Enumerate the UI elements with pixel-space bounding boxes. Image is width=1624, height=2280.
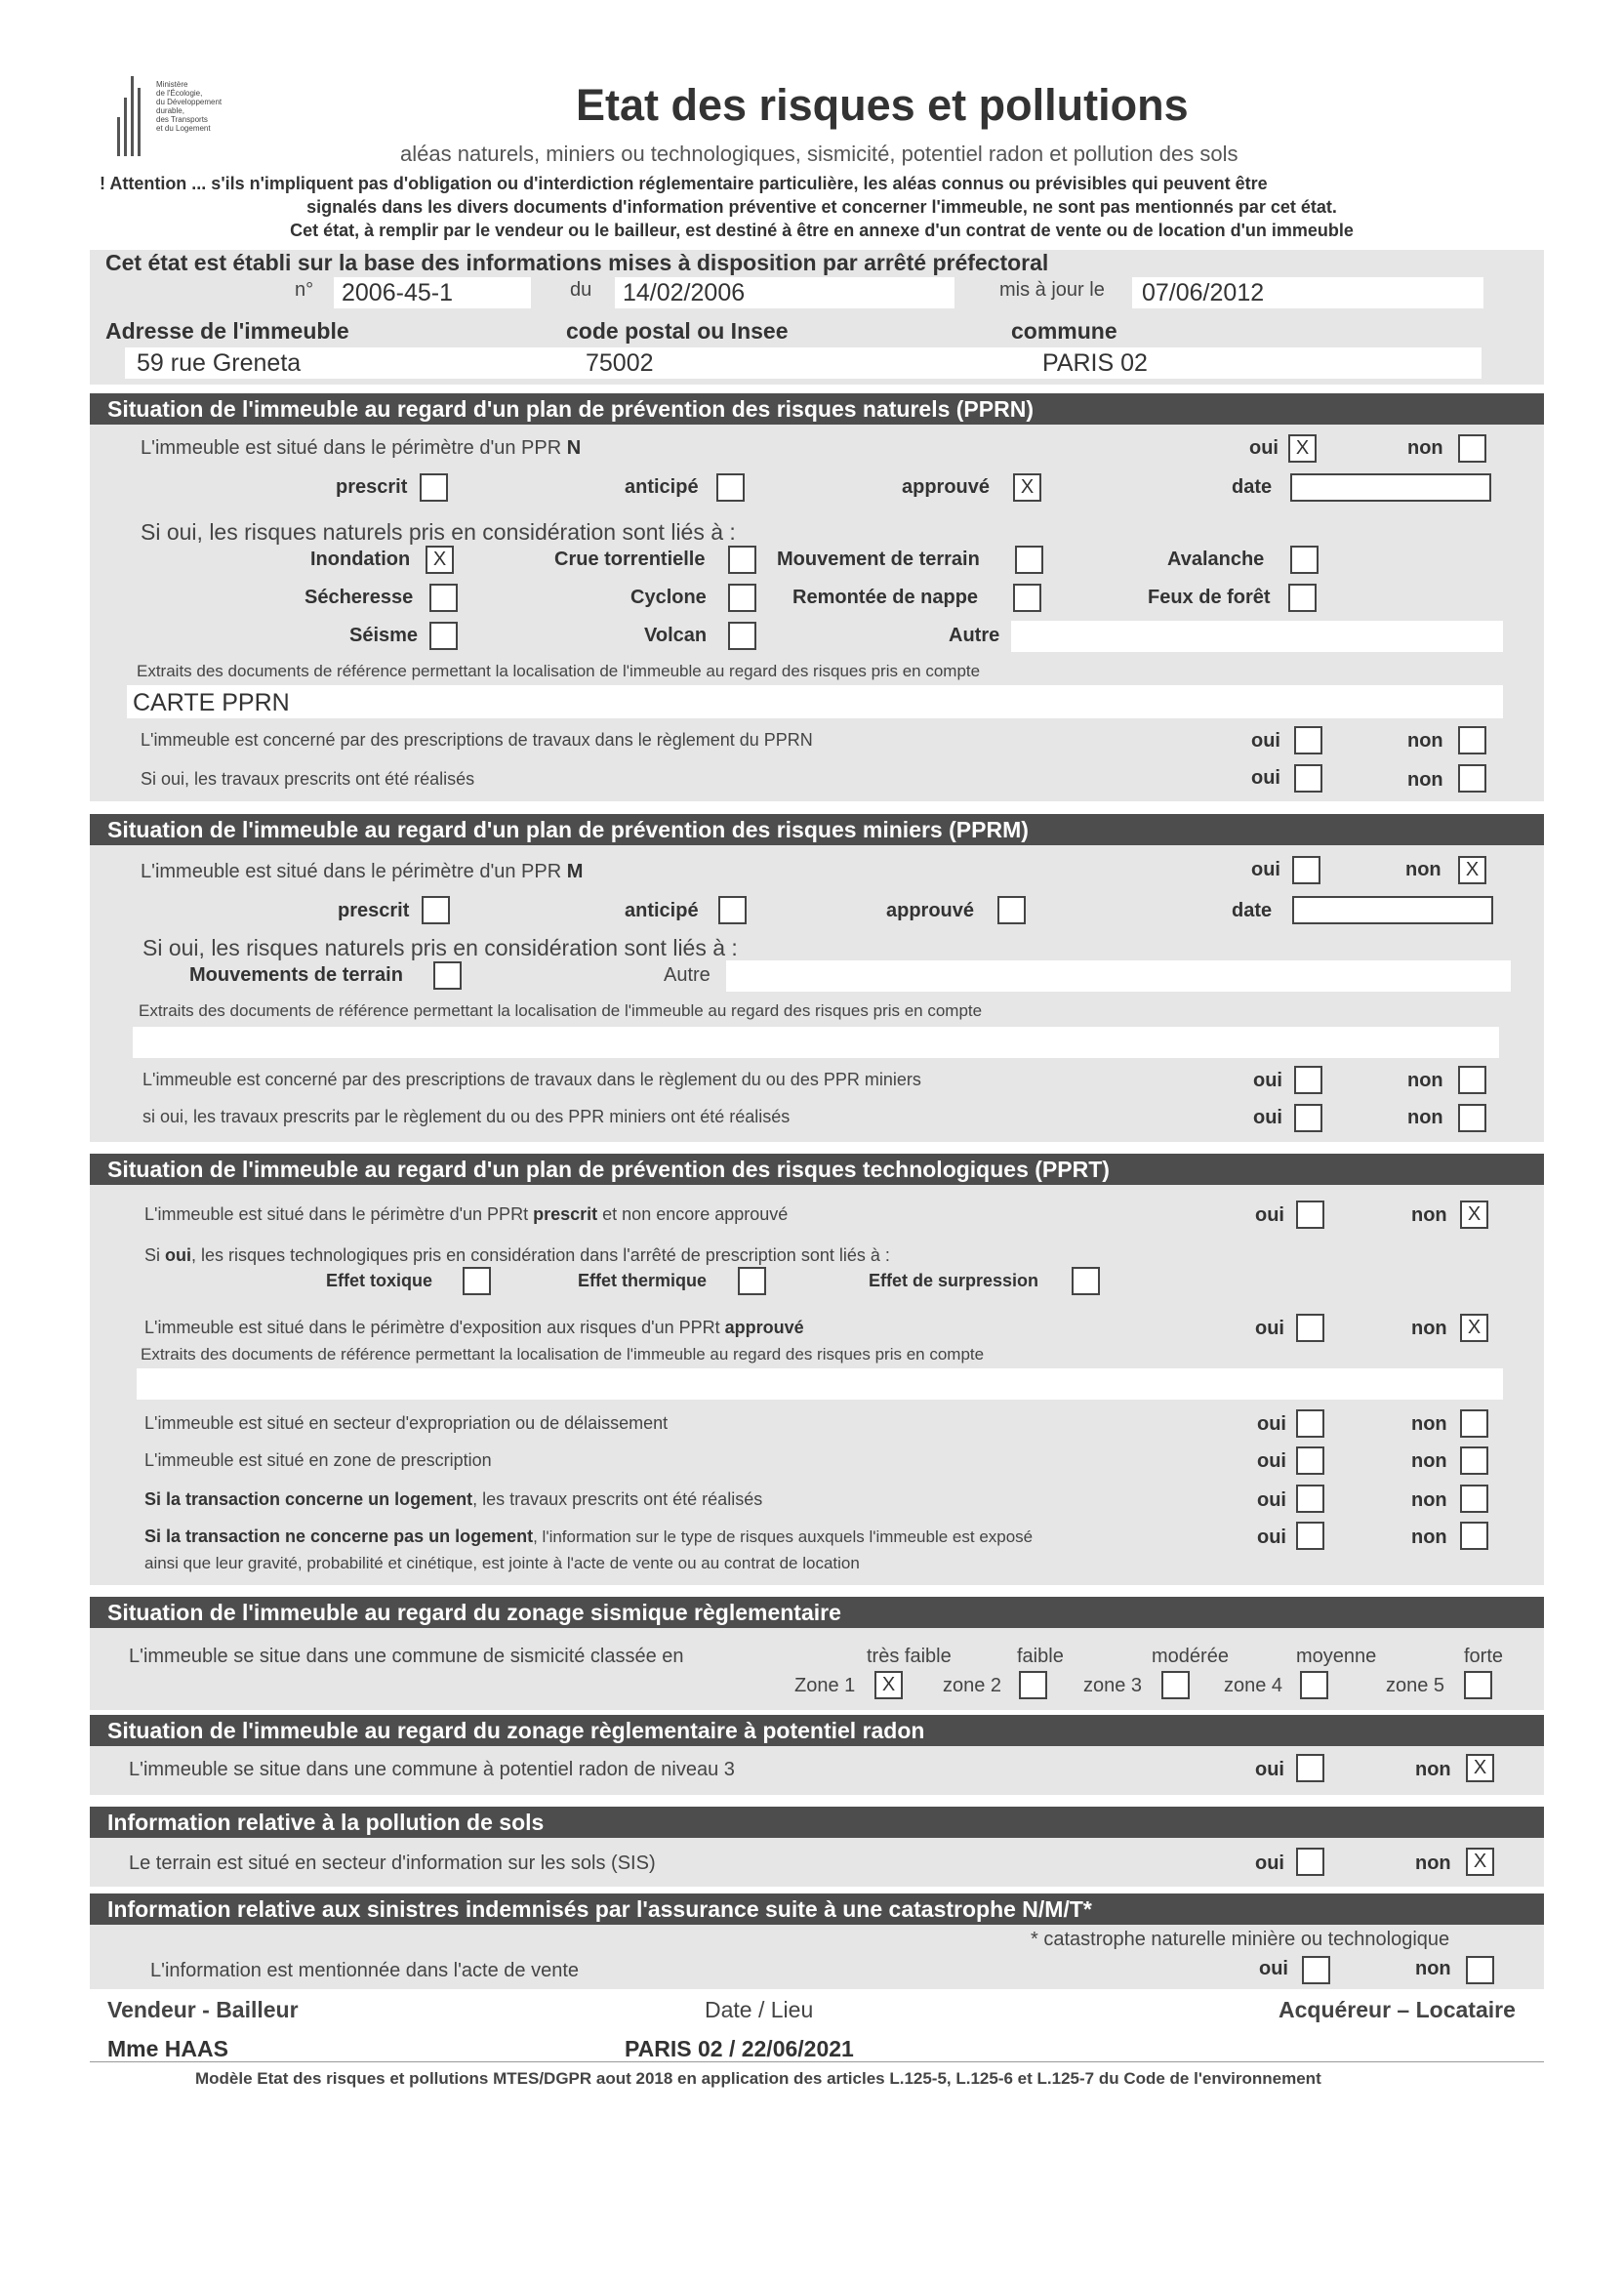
- pprn-extraits-value: CARTE PPRN: [133, 689, 290, 716]
- sismique-text: L'immeuble se situe dans une commune de sismicité classée en: [129, 1646, 684, 1667]
- pollution-oui-checkbox[interactable]: [1296, 1848, 1324, 1876]
- level-faible: faible: [1017, 1646, 1064, 1667]
- pprn-oui-label: oui: [1249, 437, 1279, 459]
- commune-value: PARIS 02: [1042, 349, 1148, 377]
- pprn-extraits-label: Extraits des documents de référence permettant la localisation de l'immeuble au regard des risques pris en compte: [137, 662, 981, 680]
- level-tres-faible: très faible: [867, 1646, 952, 1667]
- risk-feux-label: Feux de forêt: [1148, 587, 1271, 608]
- pprt-header: Situation de l'immeuble au regard d'un plan de prévention des risques technologiques (PPRT): [90, 1154, 1544, 1185]
- sinistres-oui-checkbox[interactable]: [1302, 1956, 1330, 1984]
- pprt-zone-non-label: non: [1411, 1450, 1447, 1472]
- ministry-logo: [115, 76, 252, 156]
- pprn-risques-intro: Si oui, les risques naturels pris en considération sont liés à :: [141, 519, 736, 545]
- pprm-realises: si oui, les travaux prescrits par le règlement du ou des PPR miniers ont été réalisés: [142, 1107, 791, 1126]
- footer-text: Modèle Etat des risques et pollutions MTES/DGPR aout 2018 en application des articles L.125-5, L.125-6 et L.125-7 du Code de l'environnement: [195, 2069, 1321, 2088]
- risk-avalanche-label: Avalanche: [1167, 549, 1265, 570]
- pprm-prescriptions: L'immeuble est concerné par des prescriptions de travaux dans le règlement du ou des PPR miniers: [142, 1070, 921, 1089]
- pprm-mouvements-label: Mouvements de terrain: [189, 964, 403, 986]
- pprt-expo-non-checkbox[interactable]: X: [1460, 1314, 1488, 1342]
- pprn-prescriptions-non-checkbox[interactable]: [1458, 726, 1486, 754]
- pprn-anticipe-checkbox[interactable]: [716, 473, 745, 502]
- zone-1-label: Zone 1: [794, 1675, 856, 1696]
- pprn-prescriptions: L'immeuble est concerné par des prescriptions de travaux dans le règlement du PPRN: [141, 730, 813, 750]
- pollution-oui-label: oui: [1255, 1852, 1284, 1874]
- addr-field[interactable]: [125, 347, 1482, 379]
- pprn-realises-non-label: non: [1407, 769, 1443, 791]
- pprt-logement: Si la transaction concerne un logement, les travaux prescrits ont été réalisés: [144, 1489, 763, 1509]
- addr-value: 59 rue Greneta: [137, 349, 302, 377]
- vendeur-label: Vendeur - Bailleur: [107, 1997, 299, 2022]
- effet-toxique-checkbox[interactable]: [463, 1267, 491, 1295]
- radon-oui-label: oui: [1255, 1759, 1284, 1780]
- date-lieu-label: Date / Lieu: [705, 1997, 814, 2022]
- pprt-si-oui: Si oui, les risques technologiques pris en considération dans l'arrêté de prescription sont liés à :: [144, 1245, 890, 1265]
- effet-thermique-label: Effet thermique: [578, 1271, 708, 1290]
- pprn-realises-oui-label: oui: [1251, 767, 1280, 789]
- risk-seisme-checkbox[interactable]: [429, 622, 458, 650]
- pprn-prescrit-checkbox[interactable]: [420, 473, 448, 502]
- radon-non-label: non: [1415, 1759, 1451, 1780]
- level-moderee: modérée: [1152, 1646, 1229, 1667]
- pprt-nonlogement-oui-checkbox[interactable]: [1296, 1522, 1324, 1550]
- logo-text: Ministère de l'Écologie, du Développement durable, des Transports et du Logement: [156, 80, 223, 133]
- pprm-mouvements-checkbox[interactable]: [433, 961, 462, 990]
- pprt-zone-non-checkbox[interactable]: [1460, 1446, 1488, 1475]
- effet-surpression-label: Effet de surpression: [869, 1271, 1039, 1290]
- risk-avalanche-checkbox[interactable]: [1290, 546, 1319, 574]
- zone-1-checkbox[interactable]: X: [874, 1671, 903, 1699]
- pprm-non-checkbox[interactable]: X: [1458, 856, 1486, 884]
- pprt-zone-oui-label: oui: [1257, 1450, 1286, 1472]
- pprm-realises-non-label: non: [1407, 1107, 1443, 1128]
- risk-feux-checkbox[interactable]: [1288, 584, 1317, 612]
- pprn-anticipe-label: anticipé: [625, 476, 699, 498]
- pprn-realises-non-checkbox[interactable]: [1458, 764, 1486, 793]
- risk-secheresse-label: Sécheresse: [304, 587, 414, 608]
- pprt-nonlogement-non-checkbox[interactable]: [1460, 1522, 1488, 1550]
- effet-surpression-checkbox[interactable]: [1072, 1267, 1100, 1295]
- sinistres-non-label: non: [1415, 1958, 1451, 1979]
- zone-2-label: zone 2: [943, 1675, 1002, 1696]
- page-subtitle: aléas naturels, miniers ou technologiques, sismicité, potentiel radon et pollution des sols: [400, 142, 1238, 166]
- pprt-logement-non-label: non: [1411, 1489, 1447, 1511]
- pprm-anticipe-label: anticipé: [625, 900, 699, 921]
- zone-4-label: zone 4: [1224, 1675, 1283, 1696]
- effet-thermique-checkbox[interactable]: [738, 1267, 766, 1295]
- pprt-oui-label: oui: [1255, 1204, 1284, 1226]
- pprn-non-checkbox[interactable]: [1458, 434, 1486, 463]
- pprt-non-label: non: [1411, 1204, 1447, 1226]
- pprm-realises-oui-label: oui: [1253, 1107, 1282, 1128]
- pprm-prescrit-checkbox[interactable]: [422, 896, 450, 924]
- pprt-nonlogement-detail: ainsi que leur gravité, probabilité et cinétique, est jointe à l'acte de vente ou au contrat de location: [144, 1554, 860, 1572]
- risk-mouvement-checkbox[interactable]: [1015, 546, 1043, 574]
- radon-header: Situation de l'immeuble au regard du zonage règlementaire à potentiel radon: [90, 1715, 1544, 1746]
- pprm-extraits-field[interactable]: [133, 1027, 1499, 1058]
- pprm-autre-field[interactable]: [726, 960, 1511, 992]
- pollution-non-label: non: [1415, 1852, 1451, 1874]
- pprn-non-label: non: [1407, 437, 1443, 459]
- pprt-logement-non-checkbox[interactable]: [1460, 1485, 1488, 1513]
- vendeur-name: Mme HAAS: [107, 2036, 228, 2061]
- pprn-date-field[interactable]: [1290, 473, 1491, 502]
- pprm-approuve-checkbox[interactable]: [997, 896, 1026, 924]
- pprn-oui-checkbox[interactable]: X: [1288, 434, 1317, 463]
- page-title: Etat des risques et pollutions: [576, 80, 1189, 130]
- maj-label: mis à jour le: [999, 279, 1105, 301]
- pprm-prescrit-label: prescrit: [338, 900, 410, 921]
- pprm-section: [90, 845, 1544, 1142]
- pprm-prescriptions-non-checkbox[interactable]: [1458, 1066, 1486, 1094]
- risk-volcan-checkbox[interactable]: [728, 622, 756, 650]
- pprm-autre-label: Autre: [664, 964, 710, 986]
- pprn-prescrit-label: prescrit: [336, 476, 408, 498]
- addr-label: Adresse de l'immeuble: [105, 318, 349, 344]
- pprn-prescriptions-non-label: non: [1407, 730, 1443, 752]
- zone-5-label: zone 5: [1386, 1675, 1445, 1696]
- pprn-realises: Si oui, les travaux prescrits ont été réalisés: [141, 769, 475, 789]
- pprt-expropriation-non-label: non: [1411, 1413, 1447, 1435]
- maj-value: 07/06/2012: [1142, 279, 1265, 306]
- risk-crue-label: Crue torrentielle: [554, 549, 706, 570]
- effet-toxique-label: Effet toxique: [326, 1271, 433, 1290]
- pollution-non-checkbox[interactable]: X: [1466, 1848, 1494, 1876]
- pprn-header: Situation de l'immeuble au regard d'un plan de prévention des risques naturels (PPRN): [90, 393, 1544, 425]
- pprm-realises-oui-checkbox[interactable]: [1294, 1104, 1322, 1132]
- sinistres-oui-label: oui: [1259, 1958, 1288, 1979]
- pprt-non-checkbox[interactable]: X: [1460, 1201, 1488, 1229]
- logo-bars-icon: [115, 76, 150, 156]
- pprn-prescriptions-oui-checkbox[interactable]: [1294, 726, 1322, 754]
- zone-3-checkbox[interactable]: [1161, 1671, 1190, 1699]
- attention-notice: ! Attention ... s'ils n'impliquent pas d'obligation ou d'interdiction réglementaire particulière, les aléas connus ou prévisibles qui peuvent être signalés dans les divers documents d'information préventive et concerner l'immeuble, ne sont pas mentionnés par cet état. Cet état, à remplir par le vendeur ou le bailleur, est destiné à être en annexe d'un contrat de vente ou de location d'un immeuble: [100, 174, 1354, 240]
- pprm-approuve-label: approuvé: [886, 900, 975, 921]
- pprt-extraits-label: Extraits des documents de référence permettant la localisation de l'immeuble au regard des risques pris en compte: [141, 1345, 985, 1364]
- zone-2-checkbox[interactable]: [1019, 1671, 1047, 1699]
- zone-5-checkbox[interactable]: [1464, 1671, 1492, 1699]
- pprt-zone-prescription: L'immeuble est situé en zone de prescription: [144, 1450, 492, 1470]
- sinistres-non-checkbox[interactable]: [1466, 1956, 1494, 1984]
- pprt-zone-oui-checkbox[interactable]: [1296, 1446, 1324, 1475]
- sinistres-header: Information relative aux sinistres indemnisés par l'assurance suite à une catastrophe N/M/T*: [90, 1893, 1544, 1925]
- pprt-expo-non-label: non: [1411, 1318, 1447, 1339]
- pprn-extraits-field[interactable]: [127, 685, 1503, 718]
- level-forte: forte: [1464, 1646, 1504, 1667]
- footer-divider: [90, 2061, 1544, 2062]
- sinistres-note: * catastrophe naturelle minière ou technologique: [1031, 1929, 1450, 1950]
- risk-seisme-label: Séisme: [349, 625, 419, 646]
- pprm-realises-non-checkbox[interactable]: [1458, 1104, 1486, 1132]
- pprt-nonlogement: Si la transaction ne concerne pas un logement, l'information sur le type de risques auxquels l'immeuble est exposé: [144, 1527, 1034, 1546]
- pprm-prescriptions-non-label: non: [1407, 1070, 1443, 1091]
- pprm-date-field[interactable]: [1292, 896, 1493, 924]
- pprm-oui-checkbox[interactable]: [1292, 856, 1320, 884]
- radon-oui-checkbox[interactable]: [1296, 1754, 1324, 1782]
- pprm-non-label: non: [1405, 859, 1441, 880]
- pprm-prescriptions-oui-checkbox[interactable]: [1294, 1066, 1322, 1094]
- risk-inondation-label: Inondation: [310, 549, 411, 570]
- num-value: 2006-45-1: [342, 279, 453, 306]
- cp-value: 75002: [586, 349, 654, 377]
- risk-autre-field[interactable]: [1011, 621, 1503, 652]
- pprt-oui-checkbox[interactable]: [1296, 1201, 1324, 1229]
- pprt-expo-oui-label: oui: [1255, 1318, 1284, 1339]
- pprt-perimetre: L'immeuble est situé dans le périmètre d'un PPRt prescrit et non encore approuvé: [144, 1204, 789, 1224]
- risk-secheresse-checkbox[interactable]: [429, 584, 458, 612]
- du-value: 14/02/2006: [623, 279, 746, 306]
- pprn-date-label: date: [1232, 476, 1273, 498]
- pprt-expo-oui-checkbox[interactable]: [1296, 1314, 1324, 1342]
- num-label: n°: [295, 279, 314, 301]
- risk-cyclone-label: Cyclone: [630, 587, 707, 608]
- pprn-approuve-label: approuvé: [902, 476, 991, 498]
- risk-nappe-checkbox[interactable]: [1013, 584, 1041, 612]
- pprm-oui-label: oui: [1251, 859, 1280, 880]
- risk-nappe-label: Remontée de nappe: [792, 587, 979, 608]
- pprm-risques-intro: Si oui, les risques naturels pris en considération sont liés à :: [142, 935, 738, 960]
- pprt-nonlogement-non-label: non: [1411, 1527, 1447, 1548]
- pprn-approuve-checkbox[interactable]: X: [1013, 473, 1041, 502]
- pprt-expropriation-oui-label: oui: [1257, 1413, 1286, 1435]
- pprm-anticipe-checkbox[interactable]: [718, 896, 747, 924]
- pprt-exposition: L'immeuble est situé dans le périmètre d'exposition aux risques d'un PPRt approuvé: [144, 1318, 804, 1337]
- pollution-text: Le terrain est situé en secteur d'information sur les sols (SIS): [129, 1852, 656, 1874]
- zone-3-label: zone 3: [1083, 1675, 1143, 1696]
- sinistres-text: L'information est mentionnée dans l'acte de vente: [150, 1960, 580, 1981]
- risk-cyclone-checkbox[interactable]: [728, 584, 756, 612]
- pprm-extraits-label: Extraits des documents de référence permettant la localisation de l'immeuble au regard des risques pris en compte: [139, 1001, 983, 1020]
- pprt-logement-oui-label: oui: [1257, 1489, 1286, 1511]
- du-label: du: [570, 279, 592, 301]
- pprt-expropriation-oui-checkbox[interactable]: [1296, 1409, 1324, 1438]
- risk-volcan-label: Volcan: [644, 625, 708, 646]
- radon-text: L'immeuble se situe dans une commune à potentiel radon de niveau 3: [129, 1759, 735, 1780]
- pprt-logement-oui-checkbox[interactable]: [1296, 1485, 1324, 1513]
- pprn-perimetre: L'immeuble est situé dans le périmètre d'un PPR N: [141, 437, 582, 459]
- risk-crue-checkbox[interactable]: [728, 546, 756, 574]
- pprt-expropriation: L'immeuble est situé en secteur d'expropriation ou de délaissement: [144, 1413, 669, 1433]
- risk-inondation-checkbox[interactable]: X: [426, 546, 454, 574]
- pprt-extraits-field[interactable]: [137, 1368, 1503, 1400]
- pprn-realises-oui-checkbox[interactable]: [1294, 764, 1322, 793]
- pprm-date-label: date: [1232, 900, 1273, 921]
- radon-non-checkbox[interactable]: X: [1466, 1754, 1494, 1782]
- pprt-expropriation-non-checkbox[interactable]: [1460, 1409, 1488, 1438]
- pprt-nonlogement-oui-label: oui: [1257, 1527, 1286, 1548]
- pollution-header: Information relative à la pollution de sols: [90, 1807, 1544, 1838]
- pprm-perimetre: L'immeuble est situé dans le périmètre d'un PPR M: [141, 861, 584, 882]
- pprn-prescriptions-oui-label: oui: [1251, 730, 1280, 752]
- risk-autre-label: Autre: [949, 625, 1000, 646]
- acquereur-label: Acquéreur – Locataire: [1279, 1997, 1516, 2022]
- commune-label: commune: [1011, 318, 1117, 344]
- zone-4-checkbox[interactable]: [1300, 1671, 1328, 1699]
- sismique-header: Situation de l'immeuble au regard du zonage sismique règlementaire: [90, 1597, 1544, 1628]
- cp-label: code postal ou Insee: [566, 318, 789, 344]
- pprm-prescriptions-oui-label: oui: [1253, 1070, 1282, 1091]
- pprm-header: Situation de l'immeuble au regard d'un plan de prévention des risques miniers (PPRM): [90, 814, 1544, 845]
- risk-mouvement-label: Mouvement de terrain: [777, 549, 980, 570]
- level-moyenne: moyenne: [1296, 1646, 1377, 1667]
- date-lieu-value: PARIS 02 / 22/06/2021: [625, 2036, 854, 2061]
- base-heading: Cet état est établi sur la base des informations mises à disposition par arrêté préfectoral: [105, 250, 1049, 275]
